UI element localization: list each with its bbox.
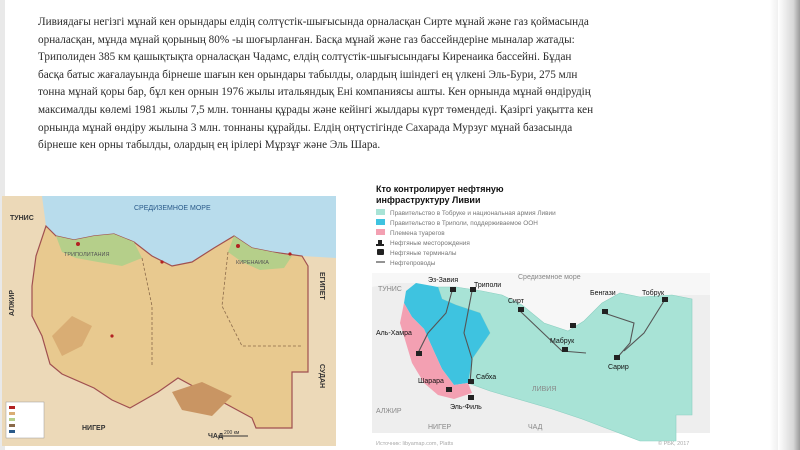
legend-swatch-5 (9, 430, 15, 433)
credit-note: © РБК, 2017 (658, 441, 690, 447)
field-sarir (614, 355, 620, 360)
terminal-zawiya (450, 287, 456, 292)
legend-swatch-1 (9, 406, 15, 409)
field-mabruk (562, 347, 568, 352)
legend-tripoli: Правительство в Триполи, поддерживаемое ООН (390, 220, 538, 227)
egypt-label: ЕГИПЕТ (318, 272, 325, 300)
terminal-sirt (518, 307, 524, 312)
town-sirt (160, 260, 163, 263)
oil-terminal-icon (377, 249, 384, 255)
legend-tobruk: Правительство в Тобруке и национальная армия Ливии (390, 210, 556, 217)
tripolitania-label: ТРИПОЛИТАНИЯ (64, 252, 110, 258)
niger-label: НИГЕР (82, 425, 106, 432)
scale-label: 200 км (224, 430, 240, 436)
label-zawiya: Эз-Завия (428, 277, 459, 284)
label-hamra: Аль-Хамра (376, 330, 412, 337)
label-libya: ЛИВИЯ (532, 386, 557, 393)
town-tripoli (76, 242, 80, 246)
algeria-label: АЛЖИР (9, 289, 16, 316)
sudan-label: СУДАН (318, 364, 325, 389)
label-sarir: Сарир (608, 364, 629, 371)
legend-swatch-tobruk (376, 209, 385, 215)
label-fil: Эль-Филь (450, 404, 482, 411)
control-map-title-1: Кто контролирует нефтяную (376, 184, 504, 194)
slide-right-shade (770, 0, 778, 450)
label-sharara: Шарара (418, 378, 444, 385)
sea-label: СРЕДИЗЕМНОЕ МОРЕ (134, 205, 211, 212)
legend-oil-fields: Нефтяные месторождения (390, 240, 470, 247)
legend-swatch-tripoli (376, 219, 385, 225)
legend-swatch-tuareg (376, 229, 385, 235)
cyrenaica-label: КИРЕНАИКА (236, 260, 269, 266)
field-sharara (446, 387, 452, 392)
physical-map-libya (2, 196, 336, 446)
label-sabha: Сабха (476, 374, 497, 381)
source-note: Источник: libyamap.com, Platts (376, 441, 454, 447)
legend-swatch-2 (9, 412, 15, 415)
field-hamra (416, 351, 422, 356)
tunisia-label: ТУНИС (10, 215, 34, 222)
field-fil (468, 395, 474, 400)
terminal-tobruk (662, 297, 668, 302)
label-tunisia: ТУНИС (378, 286, 402, 293)
label-algeria: АЛЖИР (376, 408, 402, 415)
label-sea: Средиземное море (518, 274, 581, 281)
label-sirt: Сирт (508, 298, 524, 305)
town-tobruk (288, 252, 291, 255)
label-mabruk: Мабрук (550, 338, 575, 345)
legend-oil-terminals: Нефтяные терминалы (390, 250, 457, 257)
label-tobruk: Тобрук (642, 290, 665, 297)
chad-label: ЧАД (208, 433, 224, 440)
town-benghazi (236, 244, 240, 248)
body-paragraph: Ливиядағы негізгі мұнай кен орындары елдің солтүстік-шығысында орналасқан Сирте мұнай және газ қоймасында орналасқан, мұнда мұнай қорының 80% -ы шоғырланған. Басқа мұнай және газ бассейндеріне мыналар жатады: Триполиден 385 км қашықтықта орналасқан Чадамс, елдің солтүстік-шығысындағы Киренаика бассейні. Бұдан басқа батыс жағалауында бірнеше шағын кен орындары табылды, олардың ішіндегі ең үлкені Эль-Бури, 275 млн тонна мұнай қоры бар, бұл кен орнын 1976 жылы итальяндық Ені компаниясы ашты. Кен орнында мұнай өндірудің максималды көлемі 1981 жылы 7,5 млн. тоннаны құрады және кейінгі жылдары күрт төмендеді. Қазіргі уақытта кен орнында мұнай өндіру жылына 3 млн. тоннаны құрайды. Елдің оңтүстігінде Сахарада Мурзуг мұнай базасында бірнеше кен орны табылды, олардың ең ірілері Мұрзұғ және Эль Шара. (38, 16, 594, 152)
oil-field-icon (376, 240, 384, 246)
label-chad: ЧАД (528, 424, 543, 431)
legend-tuareg: Племена туарегов (390, 230, 445, 237)
control-map-title-2: инфраструктуру Ливии (376, 195, 481, 205)
terminal-brega (570, 323, 576, 328)
label-tripoli: Триполи (474, 282, 502, 289)
legend-swatch-3 (9, 418, 15, 421)
field-sabha (468, 379, 474, 384)
terminal-benghazi (602, 309, 608, 314)
slide-right-edge (778, 0, 800, 450)
control-map (372, 183, 710, 450)
physical-map-svg (2, 196, 336, 446)
legend-pipelines: Нефтепроводы (390, 260, 436, 267)
town-sabha (110, 334, 113, 337)
legend-swatch-4 (9, 424, 15, 427)
label-niger: НИГЕР (428, 424, 452, 431)
control-map-svg (372, 183, 710, 450)
label-benghazi: Бенгази (590, 290, 616, 297)
